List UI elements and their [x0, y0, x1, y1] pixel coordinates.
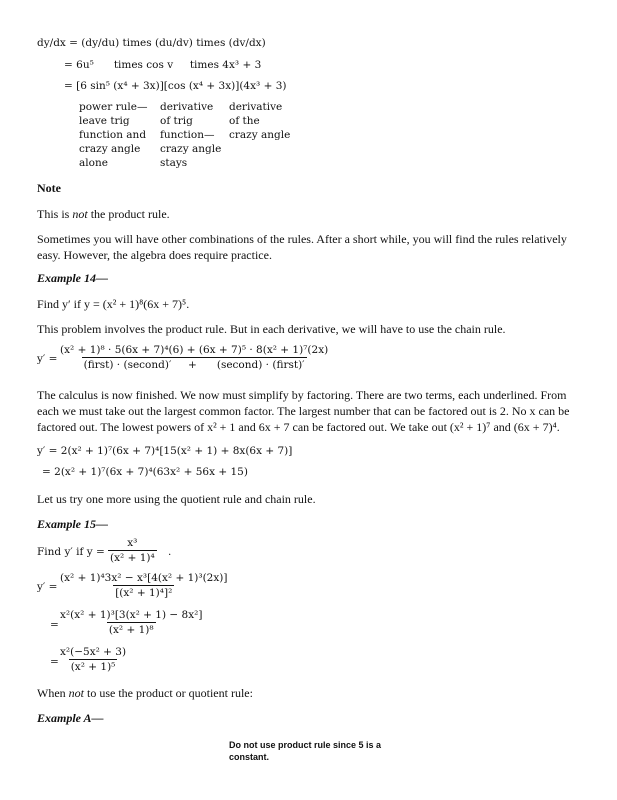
- one-more-text: Let us try one more using the quotient rule and chain rule.: [37, 492, 316, 506]
- fraction-numerator: x²(−5x² + 3): [60, 646, 127, 658]
- annotation-column-1: [79, 100, 147, 170]
- annotation-text: of trig: [160, 115, 193, 127]
- note-heading: Note: [37, 181, 61, 195]
- chain-rule-line-2: = 6u⁵ times cos v times 4x³ + 3: [64, 59, 262, 71]
- example-a-heading: Example A—: [37, 711, 104, 725]
- when-not-text: [37, 686, 253, 701]
- example-14-heading: Example 14—: [37, 271, 108, 285]
- annotation-text: stays: [160, 157, 188, 169]
- example-15-heading: Example 15—: [37, 517, 108, 531]
- not-product-rule-text: [37, 207, 170, 222]
- quotient-rule-fraction-2: [58, 609, 204, 636]
- factoring-paragraph: The calculus is now finished. We now must simplify by factoring. There are two terms, each underlined. From each we must take out the largest common factor. The largest number that can be factored out is 2. No x can be factored out. The lowest powers of x² + 1 and 6x + 7 can be factored out. We take out (x² + 1)⁷ and (6x + 7)⁴.: [37, 388, 570, 434]
- text-part: the product rule.: [87, 207, 170, 221]
- simplify-step-1: y′ = 2(x² + 1)⁷(6x + 7)⁴[15(x² + 1) + 8x(6x + 7)]: [37, 445, 293, 457]
- annotation-text: function and: [79, 129, 147, 141]
- annotation-text: crazy angle: [160, 143, 222, 155]
- example-14-intro: This problem involves the product rule. But in each derivative, we will have to use the chain rule.: [37, 322, 506, 336]
- note-line: constant.: [229, 752, 270, 762]
- fraction-numerator: x³: [127, 537, 138, 549]
- annotation-text: derivative: [160, 101, 214, 113]
- annotation-text: function—: [160, 129, 215, 141]
- chain-rule-line-3: = [6 sin⁵ (x⁴ + 3x)][cos (x⁴ + 3x)](4x³ + 3): [64, 80, 287, 92]
- annotation-text: derivative: [229, 101, 283, 113]
- combinations-paragraph: Sometimes you will have other combinations of the rules. After a short while, you will find the rules relatively easy. However, the algebra does require practice.: [37, 232, 567, 262]
- fraction-numerator: x²(x² + 1)³[3(x² + 1) − 8x²]: [60, 609, 203, 621]
- text-part: When: [37, 686, 69, 700]
- example-15-find-label: Find y′ if y =: [37, 546, 105, 558]
- annotation-column-3: [229, 100, 290, 142]
- annotation-text: crazy angle: [79, 143, 141, 155]
- quotient-rule-fraction-1: [58, 572, 229, 599]
- equals-sign: =: [50, 619, 59, 631]
- fraction-denominator: (x² + 1)⁴: [110, 552, 155, 564]
- fraction-denominator: (first) · (second)′ + (second) · (first)′: [83, 359, 305, 371]
- annotation-column-2: [160, 100, 221, 170]
- annotation-text: crazy angle: [229, 129, 291, 141]
- example-15-function-fraction: [108, 537, 157, 564]
- text-part: This is: [37, 207, 73, 221]
- fraction-numerator: (x² + 1)⁴3x² − x³[4(x² + 1)³(2x)]: [60, 572, 228, 584]
- text-part: to use the product or quotient rule:: [84, 686, 253, 700]
- derivative-lhs: y′ =: [37, 353, 58, 365]
- quotient-rule-fraction-3: [58, 646, 128, 673]
- emphasis-text: not: [68, 686, 84, 700]
- chain-rule-line-1: dy/dx = (dy/du) times (du/dv) times (dv/dx): [37, 37, 266, 49]
- simplify-step-2: = 2(x² + 1)⁷(6x + 7)⁴(63x² + 56x + 15): [42, 466, 248, 478]
- emphasis-text: not: [72, 207, 88, 221]
- annotation-text: of the: [229, 115, 260, 127]
- annotation-text: leave trig: [79, 115, 130, 127]
- product-rule-fraction: [58, 344, 330, 371]
- period: .: [168, 546, 172, 558]
- fraction-denominator: (x² + 1)⁵: [70, 661, 116, 673]
- equals-sign: =: [50, 656, 59, 668]
- fraction-numerator: (x² + 1)⁸ · 5(6x + 7)⁴(6) + (6x + 7)⁵ · 8(x² + 1)⁷(2x): [60, 344, 329, 356]
- fraction-denominator: [(x² + 1)⁴]²: [115, 587, 173, 599]
- fraction-denominator: (x² + 1)⁸: [108, 624, 154, 636]
- note-line: Do not use product rule since 5 is a: [229, 740, 382, 750]
- annotation-text: alone: [79, 157, 108, 169]
- example-14-task: Find y′ if y = (x² + 1)⁸(6x + 7)⁵.: [37, 297, 190, 311]
- quotient-lhs: y′ =: [37, 581, 58, 593]
- margin-note: [229, 739, 381, 763]
- annotation-text: power rule—: [79, 101, 148, 113]
